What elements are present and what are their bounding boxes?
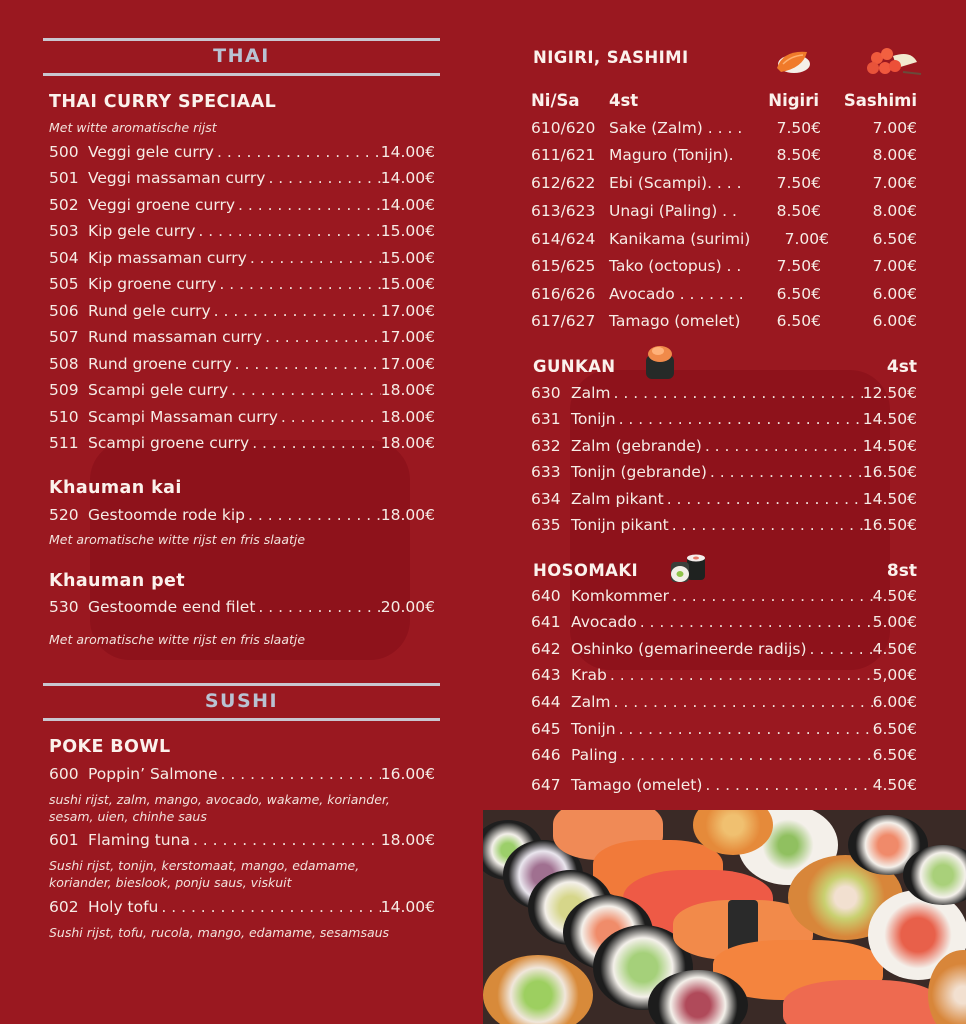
menu-item — [531, 174, 919, 196]
item-name: Tonijn pikant — [571, 516, 669, 534]
menu-item — [531, 613, 917, 635]
item-price: 17.00€ — [380, 355, 435, 373]
item-number: 602 — [49, 898, 79, 916]
sashimi-price: 6.50€ — [872, 230, 917, 248]
dot-leader — [228, 381, 381, 399]
menu-item — [49, 169, 435, 191]
item-name: Tamago (omelet) — [609, 312, 741, 330]
khauman-pet-note: Met aromatische witte rijst en fris slaatje — [49, 632, 306, 647]
item-price: 14.00€ — [380, 196, 435, 214]
item-name: Zalm — [571, 693, 611, 711]
item-number: 630 — [531, 384, 561, 402]
banner-rule — [43, 718, 440, 721]
item-number: 520 — [49, 506, 79, 524]
item-number: 511 — [49, 434, 79, 452]
item-price: 15.00€ — [380, 275, 435, 293]
banner-rule — [43, 683, 440, 686]
nigiri-price: 6.50€ — [776, 285, 821, 303]
menu-item — [531, 693, 917, 715]
item-name: Tonijn — [571, 720, 616, 738]
menu-item — [49, 302, 435, 324]
dot-leader — [195, 222, 380, 240]
menu-item — [531, 410, 917, 432]
item-description: koriander, bieslook, ponju saus, viskuit — [49, 875, 292, 890]
menu-item — [531, 257, 919, 279]
khauman-kai-title: Khauman kai — [49, 478, 182, 498]
item-number: 500 — [49, 143, 79, 161]
item-number: 635 — [531, 516, 561, 534]
item-name: Tonijn — [571, 410, 616, 428]
item-price: 6.50€ — [872, 720, 917, 738]
item-number: 641 — [531, 613, 561, 631]
item-name: Gestoomde rode kip — [88, 506, 246, 524]
item-name: Tonijn (gebrande) — [571, 463, 707, 481]
nigiri-price: 8.50€ — [776, 146, 821, 164]
sushi-banner-label: SUSHI — [204, 690, 279, 712]
item-number: 643 — [531, 666, 561, 684]
item-name: Holy tofu — [88, 898, 159, 916]
item-description: sesam, uien, chinhe saus — [49, 809, 207, 824]
item-price: 18.00€ — [380, 506, 435, 524]
item-price: 18.00€ — [380, 408, 435, 426]
hosomaki-title: HOSOMAKI — [533, 561, 639, 580]
item-price: 18.00€ — [380, 831, 435, 849]
menu-item — [49, 222, 435, 244]
dot-leader — [278, 408, 381, 426]
menu-item — [531, 666, 917, 688]
menu-item — [531, 720, 917, 742]
thai-curry-title: THAI CURRY SPECIAAL — [49, 92, 277, 112]
dot-leader — [216, 275, 380, 293]
dot-leader — [265, 169, 380, 187]
dot-leader — [611, 693, 873, 711]
nigiri-price: 8.50€ — [776, 202, 821, 220]
dot-leader — [232, 355, 381, 373]
item-price: 12.50€ — [862, 384, 917, 402]
dot-leader — [669, 516, 863, 534]
item-name: Veggi groene curry — [88, 196, 236, 214]
item-number: 503 — [49, 222, 79, 240]
item-name: Ebi (Scampi). . . . — [609, 174, 742, 192]
dot-leader — [702, 437, 863, 455]
item-price: 15.00€ — [380, 222, 435, 240]
sushi-assortment-photo — [483, 810, 966, 1024]
dot-leader — [611, 384, 863, 402]
item-price: 16.00€ — [380, 765, 435, 783]
menu-item — [531, 587, 917, 609]
thai-banner — [43, 38, 440, 76]
item-price: 4.50€ — [872, 776, 917, 794]
sashimi-price: 8.00€ — [872, 202, 917, 220]
thai-banner-label: THAI — [213, 45, 270, 67]
item-number: 508 — [49, 355, 79, 373]
menu-item — [531, 776, 917, 798]
dot-leader — [190, 831, 381, 849]
col-header-nigiri: Nigiri — [768, 91, 819, 110]
item-number: 632 — [531, 437, 561, 455]
item-price: 14.00€ — [380, 143, 435, 161]
item-price: 5.00€ — [872, 613, 917, 631]
sashimi-price: 7.00€ — [872, 257, 917, 275]
item-number: 633 — [531, 463, 561, 481]
dot-leader — [616, 410, 863, 428]
banner-rule — [43, 73, 440, 76]
item-price: 15.00€ — [380, 249, 435, 267]
item-number: 640 — [531, 587, 561, 605]
thai-curry-note: Met witte aromatische rijst — [49, 120, 217, 135]
sashimi-price: 6.00€ — [872, 285, 917, 303]
dot-leader — [247, 249, 381, 267]
menu-item — [49, 408, 435, 430]
item-name: Kanikama (surimi) — [609, 230, 751, 248]
item-price: 17.00€ — [380, 328, 435, 346]
dot-leader — [211, 302, 381, 320]
item-description: sushi rijst, zalm, mango, avocado, wakame, koriander, — [49, 792, 390, 807]
menu-item — [49, 143, 435, 165]
item-number: 642 — [531, 640, 561, 658]
item-name: Gestoomde eend filet — [88, 598, 256, 616]
dot-leader — [235, 196, 381, 214]
item-number: 617/627 — [531, 312, 596, 330]
item-name: Avocado . . . . . . . — [609, 285, 744, 303]
item-name: Komkommer — [571, 587, 669, 605]
item-price: 4.50€ — [872, 640, 917, 658]
item-number: 646 — [531, 746, 561, 764]
item-price: 4.50€ — [872, 587, 917, 605]
item-price: 18.00€ — [380, 434, 435, 452]
dot-leader — [707, 463, 863, 481]
menu-item — [49, 275, 435, 297]
sashimi-price: 6.00€ — [872, 312, 917, 330]
menu-item — [49, 506, 435, 528]
item-name: Paling — [571, 746, 618, 764]
dot-leader — [607, 666, 873, 684]
item-number: 613/623 — [531, 202, 596, 220]
item-price: 14.50€ — [862, 490, 917, 508]
poke-bowl-title: POKE BOWL — [49, 737, 171, 757]
dot-leader — [249, 434, 381, 452]
nigiri-price: 6.50€ — [776, 312, 821, 330]
menu-item — [531, 746, 917, 768]
item-number: 502 — [49, 196, 79, 214]
item-price: 14.00€ — [380, 169, 435, 187]
item-number: 504 — [49, 249, 79, 267]
item-price: 16.50€ — [862, 463, 917, 481]
item-name: Scampi gele curry — [88, 381, 229, 399]
item-price: 6.50€ — [872, 746, 917, 764]
item-name: Veggi massaman curry — [88, 169, 266, 187]
item-name: Poppin’ Salmone — [88, 765, 218, 783]
item-price: 18.00€ — [380, 381, 435, 399]
menu-item — [531, 384, 917, 406]
item-name: Kip massaman curry — [88, 249, 247, 267]
hosomaki-count: 8st — [886, 561, 917, 581]
sashimi-price: 7.00€ — [872, 174, 917, 192]
background-watermark — [90, 440, 410, 660]
menu-item — [531, 202, 919, 224]
item-number: 501 — [49, 169, 79, 187]
item-number: 634 — [531, 490, 561, 508]
dot-leader — [807, 640, 873, 658]
menu-item — [531, 463, 917, 485]
item-name: Zalm — [571, 384, 611, 402]
sashimi-price: 7.00€ — [872, 119, 917, 137]
item-price: 14.50€ — [862, 437, 917, 455]
menu-item — [531, 516, 917, 538]
item-name: Maguro (Tonijn). — [609, 146, 734, 164]
item-name: Rund groene curry — [88, 355, 232, 373]
menu-item — [531, 437, 917, 459]
item-number: 611/621 — [531, 146, 596, 164]
menu-item — [49, 355, 435, 377]
nigiri-price: 7.00€ — [784, 230, 829, 248]
menu-item — [531, 119, 919, 141]
item-name: Sake (Zalm) . . . . — [609, 119, 743, 137]
item-name: Scampi groene curry — [88, 434, 250, 452]
menu-item — [49, 328, 435, 350]
sushi-banner — [43, 683, 440, 721]
item-name: Veggi gele curry — [88, 143, 214, 161]
menu-item — [49, 381, 435, 403]
item-name: Flaming tuna — [88, 831, 190, 849]
item-description: Sushi rijst, tonijn, kerstomaat, mango, edamame, — [49, 858, 360, 873]
item-number: 601 — [49, 831, 79, 849]
col-header-sashimi: Sashimi — [843, 91, 917, 110]
gunkan-icon — [643, 343, 677, 381]
menu-item — [531, 285, 919, 307]
item-name: Rund gele curry — [88, 302, 211, 320]
dot-leader — [218, 765, 381, 783]
dot-leader — [245, 506, 381, 524]
item-number: 645 — [531, 720, 561, 738]
item-name: Rund massaman curry — [88, 328, 263, 346]
item-name: Krab — [571, 666, 607, 684]
menu-item — [49, 898, 435, 920]
item-number: 644 — [531, 693, 561, 711]
menu-item — [531, 230, 919, 252]
item-description: Sushi rijst, tofu, rucola, mango, edamame, sesamsaus — [49, 925, 390, 940]
item-name: Unagi (Paling) . . — [609, 202, 737, 220]
item-number: 530 — [49, 598, 79, 616]
item-name: Oshinko (gemarineerde radijs) — [571, 640, 807, 658]
menu-item — [49, 434, 435, 456]
sushi-roll — [483, 955, 593, 1024]
dot-leader — [255, 598, 380, 616]
item-name: Avocado — [571, 613, 637, 631]
menu-item — [49, 765, 435, 787]
item-name: Tako (octopus) . . — [609, 257, 742, 275]
item-number: 507 — [49, 328, 79, 346]
nigiri-price: 7.50€ — [776, 257, 821, 275]
menu-item — [49, 831, 435, 853]
item-price: 14.00€ — [380, 898, 435, 916]
item-price: 17.00€ — [380, 302, 435, 320]
khauman-pet-title: Khauman pet — [49, 571, 186, 591]
hosomaki-icon — [669, 554, 709, 584]
item-name: Zalm pikant — [571, 490, 664, 508]
item-number: 506 — [49, 302, 79, 320]
nigiri-icon — [773, 46, 813, 76]
sashimi-icon — [863, 44, 925, 78]
item-price: 14.50€ — [862, 410, 917, 428]
menu-item — [531, 490, 917, 512]
dot-leader — [664, 490, 863, 508]
menu-item — [49, 196, 435, 218]
item-number: 600 — [49, 765, 79, 783]
dot-leader — [617, 746, 872, 764]
item-price: 16.50€ — [862, 516, 917, 534]
item-number: 615/625 — [531, 257, 596, 275]
dot-leader — [616, 720, 873, 738]
menu-item — [531, 146, 919, 168]
item-number: 505 — [49, 275, 79, 293]
menu-item — [49, 598, 435, 620]
item-number: 647 — [531, 776, 561, 794]
item-number: 614/624 — [531, 230, 596, 248]
col-header-num: Ni/Sa — [531, 91, 580, 110]
item-number: 612/622 — [531, 174, 596, 192]
item-price: 5,00€ — [872, 666, 917, 684]
dot-leader — [669, 587, 873, 605]
item-number: 610/620 — [531, 119, 596, 137]
item-name: Zalm (gebrande) — [571, 437, 702, 455]
item-number: 616/626 — [531, 285, 596, 303]
gunkan-title: GUNKAN — [533, 357, 616, 376]
nigiri-price: 7.50€ — [776, 174, 821, 192]
item-number: 631 — [531, 410, 561, 428]
dot-leader — [637, 613, 873, 631]
dot-leader — [158, 898, 380, 916]
banner-rule — [43, 38, 440, 41]
dot-leader — [262, 328, 381, 346]
item-name: Tamago (omelet) — [571, 776, 703, 794]
sashimi-price: 8.00€ — [872, 146, 917, 164]
nigiri-piece — [783, 980, 943, 1024]
menu-item — [49, 249, 435, 271]
item-number: 510 — [49, 408, 79, 426]
item-number: 509 — [49, 381, 79, 399]
menu-item — [531, 312, 919, 334]
dot-leader — [702, 776, 872, 794]
item-name: Kip groene curry — [88, 275, 217, 293]
nigiri-sashimi-title: NIGIRI, SASHIMI — [533, 48, 689, 67]
col-header-qty: 4st — [609, 91, 639, 110]
item-name: Kip gele curry — [88, 222, 196, 240]
item-name: Scampi Massaman curry — [88, 408, 278, 426]
nigiri-price: 7.50€ — [776, 119, 821, 137]
item-price: 6.00€ — [872, 693, 917, 711]
dot-leader — [214, 143, 381, 161]
menu-item — [531, 640, 917, 662]
khauman-kai-note: Met aromatische witte rijst en fris slaatje — [49, 532, 306, 547]
gunkan-count: 4st — [886, 357, 917, 377]
item-price: 20.00€ — [380, 598, 435, 616]
